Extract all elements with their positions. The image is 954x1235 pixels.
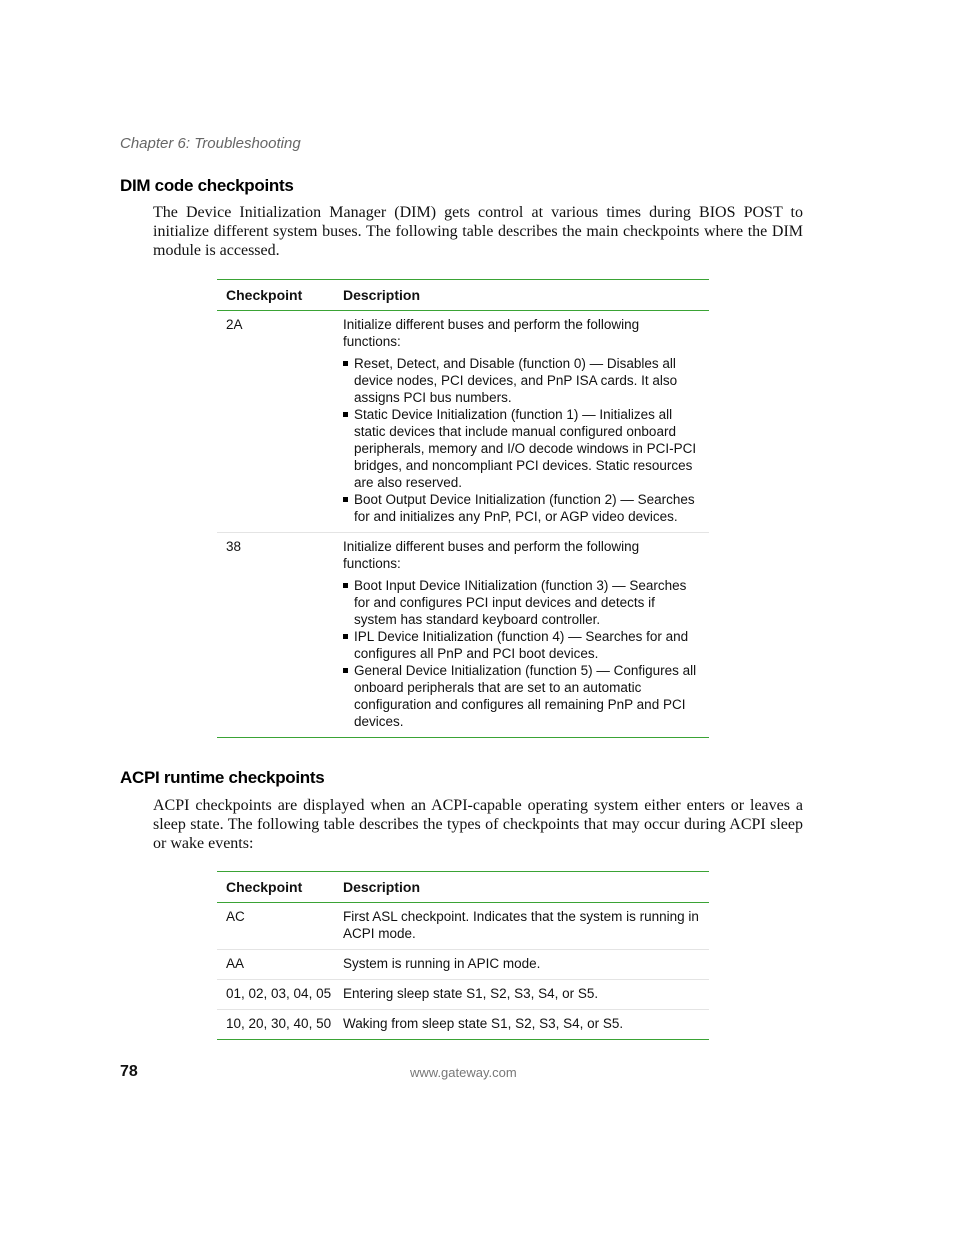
checkpoint-code: 10, 20, 30, 40, 50 [226, 1016, 332, 1031]
table-header-row [217, 872, 709, 903]
list-item: Static Device Initialization (function 1) — Initializes all static devices that include manual configured onboard peripherals, memory and I/O decode windows in PCI-PCI bridges, and noncompliant PCI devices. Static resources are also reserved. [343, 406, 699, 491]
column-header-checkpoint: Checkpoint [226, 878, 303, 895]
checkpoint-description: Waking from sleep state S1, S2, S3, S4, or S5. [343, 1016, 624, 1031]
checkpoint-code: AC [226, 909, 245, 924]
list-item: General Device Initialization (function 5) — Configures all onboard peripherals that are set to an automatic configuration and configures all remaining PnP and PCI devices. [343, 662, 699, 730]
list-item: Boot Input Device INitialization (function 3) — Searches for and configures PCI input devices and detects if system has standard keyboard controller. [343, 577, 699, 628]
table-row [217, 533, 709, 737]
running-header: Chapter 6: Troubleshooting [120, 135, 301, 152]
checkpoint-description: First ASL checkpoint. Indicates that the system is running in ACPI mode. [343, 909, 699, 941]
description-text: Initialize different buses and perform the following functions: [343, 317, 640, 349]
dim-checkpoint-table [217, 279, 709, 738]
column-header-description: Description [343, 878, 421, 895]
acpi-section-heading: ACPI runtime checkpoints [120, 768, 325, 787]
column-header-description: Description [343, 286, 421, 303]
list-item: Boot Output Device Initialization (function 2) — Searches for and initializes any PnP, PCI, or AGP video devices. [343, 491, 699, 525]
table-row [217, 311, 709, 533]
description-text: Initialize different buses and perform the following functions: [343, 539, 640, 571]
checkpoint-description [343, 311, 699, 532]
table-row [217, 950, 709, 980]
footer-url: www.gateway.com [410, 1065, 517, 1080]
list-item: IPL Device Initialization (function 4) — Searches for and configures all PnP and PCI boot devices. [343, 628, 699, 662]
checkpoint-description: Entering sleep state S1, S2, S3, S4, or S5. [343, 986, 599, 1001]
acpi-checkpoint-table [217, 871, 709, 1040]
dim-section-heading: DIM code checkpoints [120, 176, 294, 195]
list-item: Reset, Detect, and Disable (function 0) — Disables all device nodes, PCI devices, and PnP ISA cards. It also assigns PCI bus numbers. [343, 355, 699, 406]
checkpoint-code: 01, 02, 03, 04, 05 [226, 986, 332, 1001]
table-row [217, 1010, 709, 1039]
checkpoint-description [343, 533, 699, 737]
checkpoint-code: AA [226, 956, 245, 971]
function-list [343, 355, 699, 525]
checkpoint-code: 2A [226, 317, 243, 332]
table-row [217, 903, 709, 950]
table-row [217, 980, 709, 1010]
dim-intro-paragraph: The Device Initialization Manager (DIM) gets control at various times during BIOS POST to initialize different system buses. The following table describes the main checkpoints where the DIM module is accessed. [153, 204, 803, 259]
column-header-checkpoint: Checkpoint [226, 286, 303, 303]
checkpoint-code: 38 [226, 539, 242, 554]
table-header-row [217, 280, 709, 311]
checkpoint-description: System is running in APIC mode. [343, 956, 541, 971]
function-list [343, 577, 699, 730]
acpi-intro-paragraph: ACPI checkpoints are displayed when an ACPI-capable operating system either enters or leaves a sleep state. The following table describes the types of checkpoints that may occur during ACPI sleep or wake events: [153, 797, 803, 852]
page-number: 78 [120, 1063, 138, 1080]
